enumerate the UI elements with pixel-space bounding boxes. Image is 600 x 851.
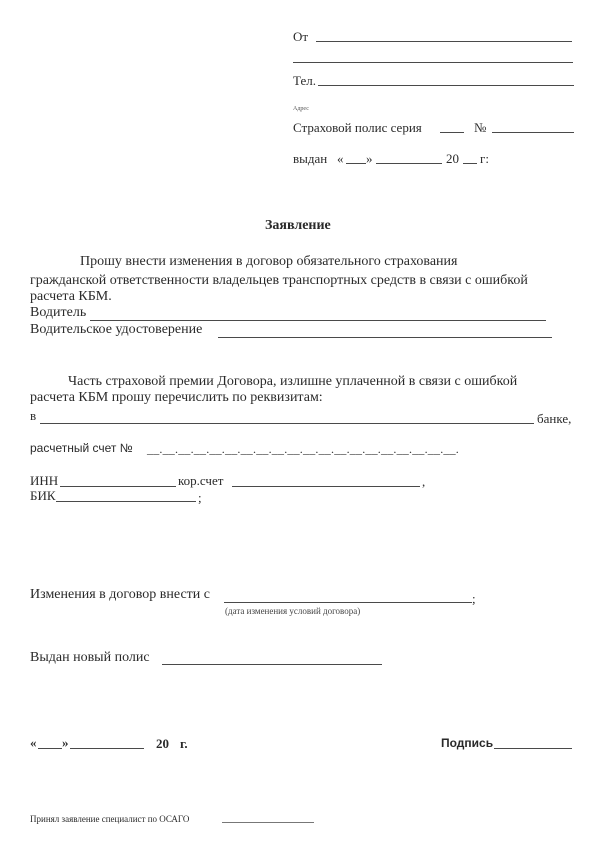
bik-suffix: ; (198, 490, 202, 505)
inn-label: ИНН (30, 473, 59, 488)
issued-day-field[interactable] (346, 163, 366, 164)
signature-field[interactable] (494, 748, 572, 749)
from-field-line2[interactable] (293, 62, 573, 63)
issued-date-close: » (366, 151, 373, 166)
footer-day-field[interactable] (38, 748, 62, 749)
new-policy-field[interactable] (162, 664, 382, 665)
policy-number-field[interactable] (492, 132, 574, 133)
issued-year-prefix: 20 (446, 151, 459, 166)
corr-account-field[interactable] (232, 486, 420, 487)
footer-month-field[interactable] (70, 748, 144, 749)
from-field[interactable] (316, 41, 572, 42)
driver-label: Водитель (30, 305, 87, 320)
accepted-signature-field[interactable] (222, 822, 314, 823)
new-policy-label: Выдан новый полис (30, 650, 150, 665)
issued-year-suffix: г: (480, 151, 489, 166)
policy-number-sign: № (474, 120, 487, 135)
refund-line-1: Часть страховой премии Договора, излишне уплаченной в связи с ошибкой (68, 374, 518, 389)
bank-prefix: в (30, 408, 37, 423)
phone-label: Тел. (293, 73, 316, 88)
issued-month-field[interactable] (376, 163, 442, 164)
bank-name-field[interactable] (40, 423, 534, 424)
license-field[interactable] (218, 337, 552, 338)
changes-date-caption: (дата изменения условий договора) (225, 606, 361, 616)
request-line-1: Прошу внести изменения в договор обязательного страхования (80, 254, 458, 269)
account-label: расчетный счет № (30, 441, 133, 455)
inn-field[interactable] (60, 486, 176, 487)
request-line-3: расчета КБМ. (30, 289, 112, 304)
page-title: Заявление (265, 218, 331, 233)
refund-line-2: расчета КБМ прошу перечислить по реквизитам: (30, 390, 323, 405)
footer-date-close: » (62, 735, 69, 750)
bank-suffix: банке, (537, 411, 572, 426)
request-line-2: гражданской ответственности владельцев транспортных средств в связи с ошибкой (30, 273, 528, 288)
bik-field[interactable] (56, 501, 196, 502)
footer-year-suffix: г. (180, 736, 188, 751)
accepted-label: Принял заявление специалист по ОСАГО (30, 814, 190, 824)
footer-year: 20 (156, 736, 169, 751)
footer-date-open: « (30, 735, 37, 750)
license-label: Водительское удостоверение (30, 322, 203, 337)
address-label: Адрес (293, 106, 309, 112)
from-label: От (293, 29, 309, 44)
signature-label: Подпись (441, 736, 494, 750)
bik-label: БИК (30, 488, 56, 503)
corr-account-suffix: , (422, 474, 426, 489)
phone-field[interactable] (318, 85, 574, 86)
changes-label: Изменения в договор внести с (30, 587, 210, 602)
changes-suffix: ; (472, 591, 476, 606)
changes-date-field[interactable] (224, 602, 472, 603)
corr-account-label: кор.счет (178, 473, 224, 488)
issued-label: выдан (293, 151, 328, 166)
policy-series-label: Страховой полис серия (293, 120, 422, 135)
account-number-field[interactable]: __.__.__.__.__.__.__.__.__.__.__.__.__.__.__.__.__.__.__.__. (147, 442, 459, 456)
driver-field[interactable] (90, 320, 546, 321)
policy-series-field[interactable] (440, 132, 464, 133)
issued-date-open: « (337, 151, 344, 166)
issued-year-field[interactable] (463, 163, 477, 164)
